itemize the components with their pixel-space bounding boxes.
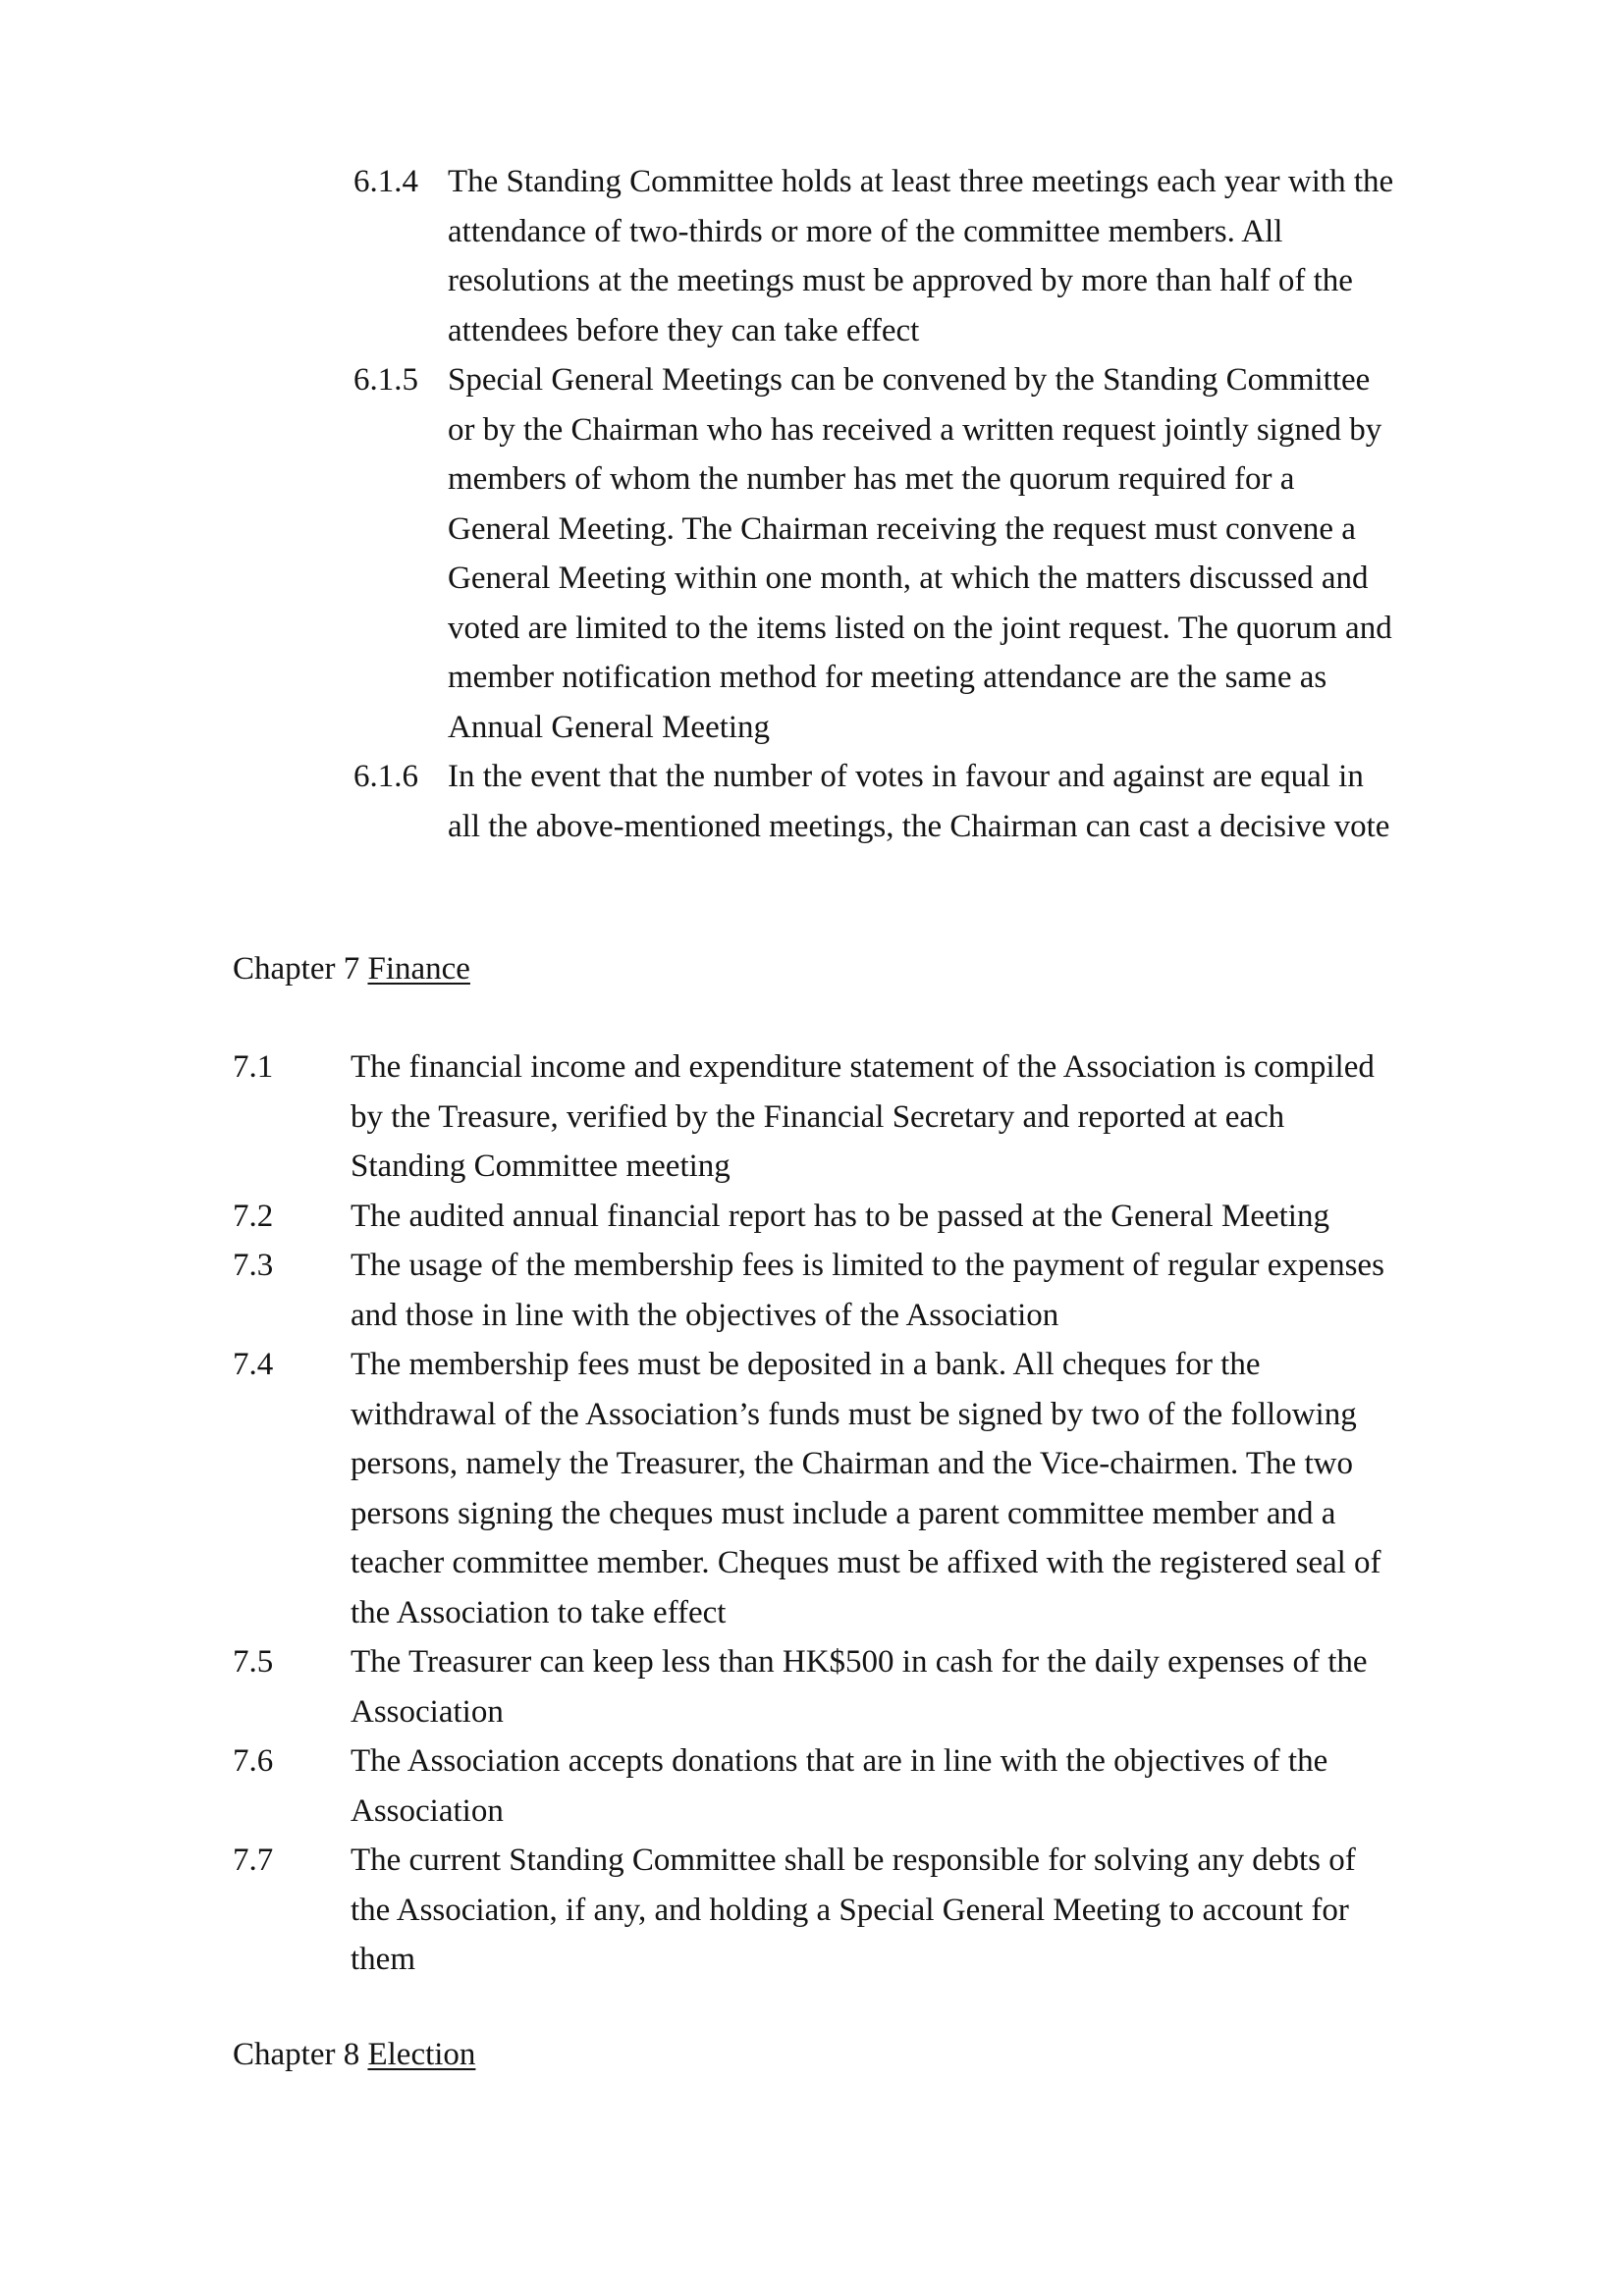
chapter-title: Election (367, 2037, 476, 2072)
clause-text: Special General Meetings can be convened by the Standing Committee or by the Chairman who has received a written request jointly signed by members of whom the number has met the quorum required for a General Meeting. The Chairman receiving the request must convene a General Meeting within one month, at which the matters discussed and voted are limited to the items listed on the joint request. The quorum and member notification method for meeting attendance are the same as Annual General Meeting (448, 362, 1392, 745)
clause-number: 7.1 (233, 1049, 274, 1085)
clause-7-6 (233, 1736, 1401, 1836)
clause-number: 7.2 (233, 1198, 274, 1234)
clause-7-3 (233, 1241, 1401, 1340)
clause-text: The audited annual financial report has to be passed at the General Meeting (351, 1198, 1329, 1234)
clause-number: 7.3 (233, 1248, 274, 1283)
chapter-prefix: Chapter 7 (233, 951, 360, 987)
clause-number: 6.1.6 (353, 759, 418, 794)
clause-number: 6.1.4 (353, 164, 418, 199)
chapter-title: Finance (367, 951, 470, 987)
chapter7-heading (233, 944, 470, 994)
clause-text: In the event that the number of votes in favour and against are equal in all the above-mentioned meetings, the Chairman can cast a decisive vote (448, 759, 1390, 844)
clause-6-1-4 (353, 157, 1394, 355)
chapter6-subclauses (353, 157, 1394, 851)
chapter-prefix: Chapter 8 (233, 2037, 360, 2072)
clause-7-1 (233, 1042, 1401, 1192)
clause-number: 7.5 (233, 1644, 274, 1680)
clause-6-1-5 (353, 355, 1394, 752)
clause-7-2 (233, 1192, 1401, 1242)
clause-text: The Standing Committee holds at least three meetings each year with the attendance of two-thirds or more of the committee members. All resolutions at the meetings must be approved by more than half of the attendees before they can take effect (448, 164, 1394, 348)
clause-number: 7.6 (233, 1743, 274, 1779)
clause-7-5 (233, 1637, 1401, 1736)
chapter7-clauses (233, 1042, 1401, 1985)
clause-text: The usage of the membership fees is limited to the payment of regular expenses and those in line with the objectives of the Association (351, 1248, 1384, 1333)
clause-6-1-6 (353, 752, 1394, 851)
clause-text: The financial income and expenditure statement of the Association is compiled by the Treasure, verified by the Financial Secretary and reported at each Standing Committee meeting (351, 1049, 1375, 1184)
clause-number: 6.1.5 (353, 362, 418, 398)
clause-7-7 (233, 1836, 1401, 1985)
clause-text: The Treasurer can keep less than HK$500 in cash for the daily expenses of the Association (351, 1644, 1368, 1730)
clause-text: The membership fees must be deposited in a bank. All cheques for the withdrawal of the Association’s funds must be signed by two of the following persons, namely the Treasurer, the Chairman and the Vice-chairmen. The two persons signing the cheques must include a parent committee member and a teacher committee member. Cheques must be affixed with the registered seal of the Association to take effect (351, 1347, 1381, 1630)
clause-text: The current Standing Committee shall be responsible for solving any debts of the Association, if any, and holding a Special General Meeting to account for them (351, 1842, 1356, 1977)
clause-text: The Association accepts donations that are in line with the objectives of the Association (351, 1743, 1328, 1829)
chapter8-heading (233, 2030, 475, 2080)
clause-number: 7.4 (233, 1347, 274, 1382)
clause-number: 7.7 (233, 1842, 274, 1878)
clause-7-4 (233, 1340, 1401, 1637)
